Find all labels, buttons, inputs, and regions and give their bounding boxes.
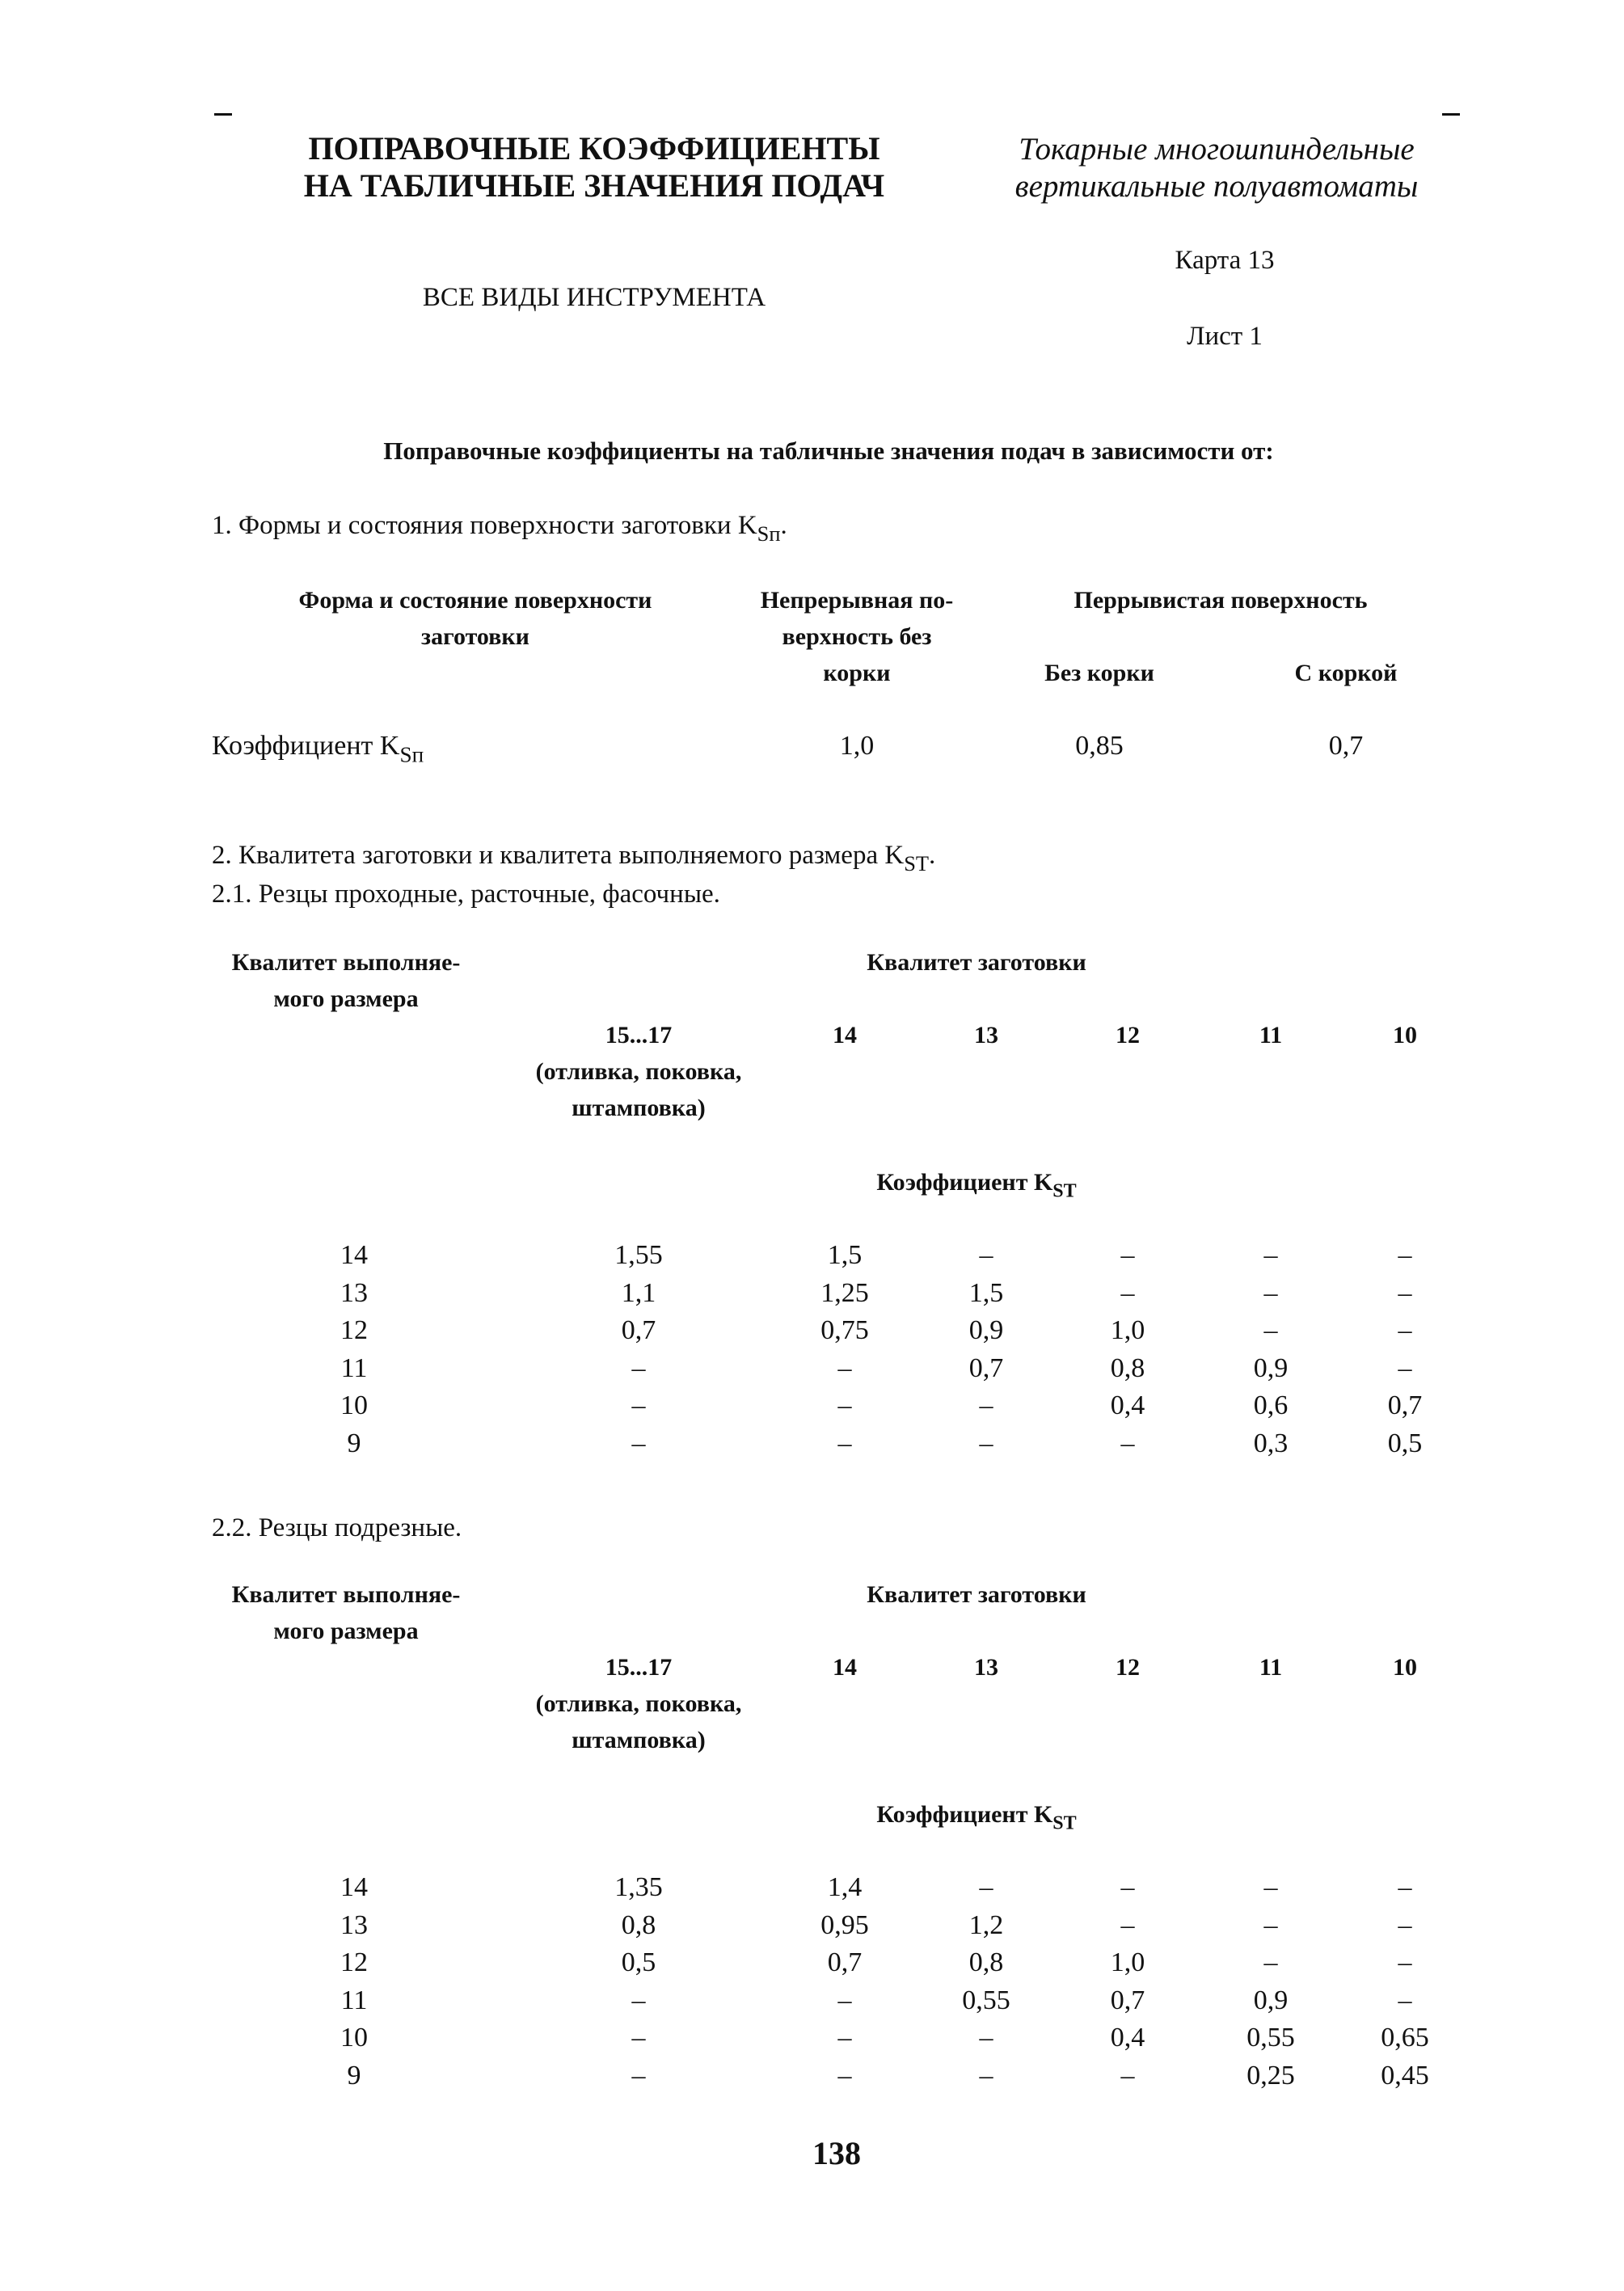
- table21-col-note-line2: штамповка): [572, 1095, 706, 1121]
- table22-cell: –: [979, 2023, 993, 2053]
- table21-cell: 1,0: [1110, 1315, 1145, 1345]
- table21-cell: –: [631, 1353, 646, 1383]
- table21-cell: –: [1398, 1240, 1412, 1270]
- table22-row-quality: 13: [340, 1910, 368, 1940]
- table22-cell: 0,4: [1110, 2023, 1145, 2053]
- table22-row-quality: 11: [340, 1985, 368, 2015]
- table22-row-quality: 10: [340, 2023, 368, 2053]
- table22-group-header: Квалитет заготовки: [867, 1581, 1086, 1608]
- table21-cell: 0,8: [1110, 1353, 1145, 1383]
- table21-cell: 1,5: [827, 1240, 863, 1270]
- table22-cell: 0,8: [968, 1947, 1004, 1977]
- table21-col-header: 14: [833, 1022, 857, 1048]
- table21-cell: 0,7: [968, 1353, 1004, 1383]
- table22-col-header: 14: [833, 1654, 857, 1681]
- table22-cell: 1,0: [1110, 1947, 1145, 1977]
- s1-value-continuous: 1,0: [839, 731, 875, 761]
- table21-cell: 0,5: [1387, 1428, 1423, 1458]
- table22-cell: –: [1263, 1872, 1278, 1902]
- s1-row-label: Коэффициент $K_{Sп}$: [212, 731, 424, 767]
- table22-cell: 1,2: [968, 1910, 1004, 1940]
- table22-cell: –: [1398, 1947, 1412, 1977]
- table22-cell: 0,8: [621, 1910, 656, 1940]
- table22-cell: –: [837, 2061, 852, 2091]
- table22-col-header: 11: [1259, 1654, 1283, 1681]
- table21-col-note-line1: (отливка, поковка,: [535, 1058, 742, 1085]
- table21-cell: –: [1263, 1315, 1278, 1345]
- table21-cell: 0,7: [1387, 1390, 1423, 1420]
- header-machine-line1: Токарные многошпиндельные: [1019, 132, 1415, 167]
- table21-cell: 1,25: [820, 1278, 869, 1308]
- table22-cell: –: [1120, 1872, 1135, 1902]
- table21-row-quality: 11: [340, 1353, 368, 1383]
- table21-cell: 0,75: [820, 1315, 869, 1345]
- table21-row-quality: 10: [340, 1390, 368, 1420]
- table22-cell: 0,55: [1246, 2023, 1295, 2053]
- table22-cell: –: [1120, 1910, 1135, 1940]
- table22-cell: –: [979, 2061, 993, 2091]
- s1-continuous-line3: корки: [823, 660, 891, 686]
- header-machine-line2: вертикальные полуавтоматы: [1014, 169, 1419, 204]
- table22-col-note-line1: (отливка, поковка,: [535, 1690, 742, 1717]
- table22-col-note-line2: штамповка): [572, 1727, 706, 1753]
- intro-text: Поправочные коэффициенты на табличные значения подач в зависимости от:: [383, 437, 1274, 465]
- table22-cell: –: [837, 1985, 852, 2015]
- table21-cell: 0,7: [621, 1315, 656, 1345]
- top-right-dash: [1442, 113, 1460, 116]
- table21-cell: 0,4: [1110, 1390, 1145, 1420]
- table22-cell: –: [979, 1872, 993, 1902]
- table21-cell: –: [1398, 1278, 1412, 1308]
- table21-cell: –: [1120, 1240, 1135, 1270]
- table22-cell: 0,55: [962, 1985, 1010, 2015]
- table22-cell: –: [837, 2023, 852, 2053]
- table21-cell: 0,3: [1253, 1428, 1289, 1458]
- table22-col-header: 10: [1393, 1654, 1417, 1681]
- table22-coef-label: Коэффициент $K_{ST}$: [876, 1801, 1077, 1834]
- header-title-line2: НА ТАБЛИЧНЫЕ ЗНАЧЕНИЯ ПОДАЧ: [303, 167, 885, 204]
- table22-cell: –: [631, 1985, 646, 2015]
- table22-row-quality: 12: [340, 1947, 368, 1977]
- table22-title: 2.2. Резцы подрезные.: [212, 1513, 462, 1542]
- section2-title: 2. Квалитета заготовки и квалитета выполняемого размера $K_{ST}$.: [212, 841, 936, 876]
- table21-row-header-line2: мого размера: [273, 985, 419, 1012]
- table21-cell: –: [1120, 1428, 1135, 1458]
- table21-cell: 0,6: [1253, 1390, 1289, 1420]
- table22-cell: –: [1120, 2061, 1135, 2091]
- table21-col-header: 11: [1259, 1022, 1283, 1048]
- table21-cell: 0,9: [1253, 1353, 1289, 1383]
- header-title-line1: ПОПРАВОЧНЫЕ КОЭФФИЦИЕНТЫ: [308, 130, 880, 167]
- table21-col-header: 12: [1116, 1022, 1140, 1048]
- top-left-dash: [214, 113, 232, 116]
- table22-cell: –: [631, 2061, 646, 2091]
- table21-cell: 1,5: [968, 1278, 1004, 1308]
- tool-scope: ВСЕ ВИДЫ ИНСТРУМЕНТА: [422, 283, 766, 312]
- card-number: Карта 13: [1175, 246, 1275, 275]
- table21-cell: –: [837, 1428, 852, 1458]
- table21-cell: –: [1120, 1278, 1135, 1308]
- table22-cell: –: [1398, 1872, 1412, 1902]
- table22-cell: 0,7: [827, 1947, 863, 1977]
- table21-col-header: 10: [1393, 1022, 1417, 1048]
- table22-col-header: 13: [974, 1654, 998, 1681]
- table22-cell: 0,65: [1381, 2023, 1429, 2053]
- table21-cell: 1,1: [621, 1278, 656, 1308]
- table21-cell: –: [979, 1390, 993, 1420]
- table22-cell: 0,45: [1381, 2061, 1429, 2091]
- table21-cell: –: [1263, 1240, 1278, 1270]
- table21-group-header: Квалитет заготовки: [867, 949, 1086, 976]
- table22-cell: 1,4: [827, 1872, 863, 1902]
- s1-continuous-line2: верхность без: [782, 623, 932, 650]
- table21-cell: 1,55: [614, 1240, 663, 1270]
- table22-cell: 0,95: [820, 1910, 869, 1940]
- table22-cell: 1,35: [614, 1872, 663, 1902]
- table21-row-quality: 9: [347, 1428, 361, 1458]
- table22-col-header: 12: [1116, 1654, 1140, 1681]
- table22-row-header-line1: Квалитет выполняе-: [231, 1581, 461, 1608]
- table22-cell: –: [1398, 1910, 1412, 1940]
- table21-title: 2.1. Резцы проходные, расточные, фасочные.: [212, 880, 720, 909]
- table21-col-header: 13: [974, 1022, 998, 1048]
- table21-col-header: 15...17: [605, 1022, 673, 1048]
- table21-cell: –: [837, 1353, 852, 1383]
- table21-cell: –: [1398, 1353, 1412, 1383]
- table22-cell: –: [1263, 1947, 1278, 1977]
- table22-cell: 0,9: [1253, 1985, 1289, 2015]
- sheet-number: Лист 1: [1187, 322, 1263, 351]
- table22-cell: 0,7: [1110, 1985, 1145, 2015]
- table21-row-header-line1: Квалитет выполняе-: [231, 949, 461, 976]
- table21-cell: –: [837, 1390, 852, 1420]
- table22-row-header-line2: мого размера: [273, 1618, 419, 1644]
- table21-cell: –: [1263, 1278, 1278, 1308]
- table22-cell: 0,5: [621, 1947, 656, 1977]
- section1-title: 1. Формы и состояния поверхности заготовки $K_{Sп}$.: [212, 511, 787, 546]
- table21-cell: –: [1398, 1315, 1412, 1345]
- s1-continuous-line1: Непрерывная по-: [760, 587, 954, 614]
- table22-row-quality: 14: [340, 1872, 368, 1902]
- table22-cell: –: [1398, 1985, 1412, 2015]
- s1-value-no-crust: 0,85: [1075, 731, 1124, 761]
- table21-cell: –: [631, 1428, 646, 1458]
- table21-cell: –: [979, 1240, 993, 1270]
- s1-interrupted-header: Перрывистая поверхность: [1074, 587, 1368, 614]
- s1-crust-header: С коркой: [1294, 660, 1398, 686]
- table21-row-quality: 12: [340, 1315, 368, 1345]
- table21-row-quality: 14: [340, 1240, 368, 1270]
- page-number: 138: [812, 2135, 861, 2171]
- table21-coef-label: Коэффициент $K_{ST}$: [876, 1169, 1077, 1202]
- s1-value-crust: 0,7: [1328, 731, 1364, 761]
- table22-cell: –: [631, 2023, 646, 2053]
- table22-cell: –: [1263, 1910, 1278, 1940]
- s1-form-header-line1: Форма и состояние поверхности: [298, 587, 652, 614]
- table21-cell: 0,9: [968, 1315, 1004, 1345]
- table21-cell: –: [631, 1390, 646, 1420]
- table22-row-quality: 9: [347, 2061, 361, 2091]
- table22-col-header: 15...17: [605, 1654, 673, 1681]
- s1-no-crust-header: Без корки: [1044, 660, 1154, 686]
- s1-form-header-line2: заготовки: [421, 623, 529, 650]
- table22-cell: 0,25: [1246, 2061, 1295, 2091]
- table21-cell: –: [979, 1428, 993, 1458]
- table21-row-quality: 13: [340, 1278, 368, 1308]
